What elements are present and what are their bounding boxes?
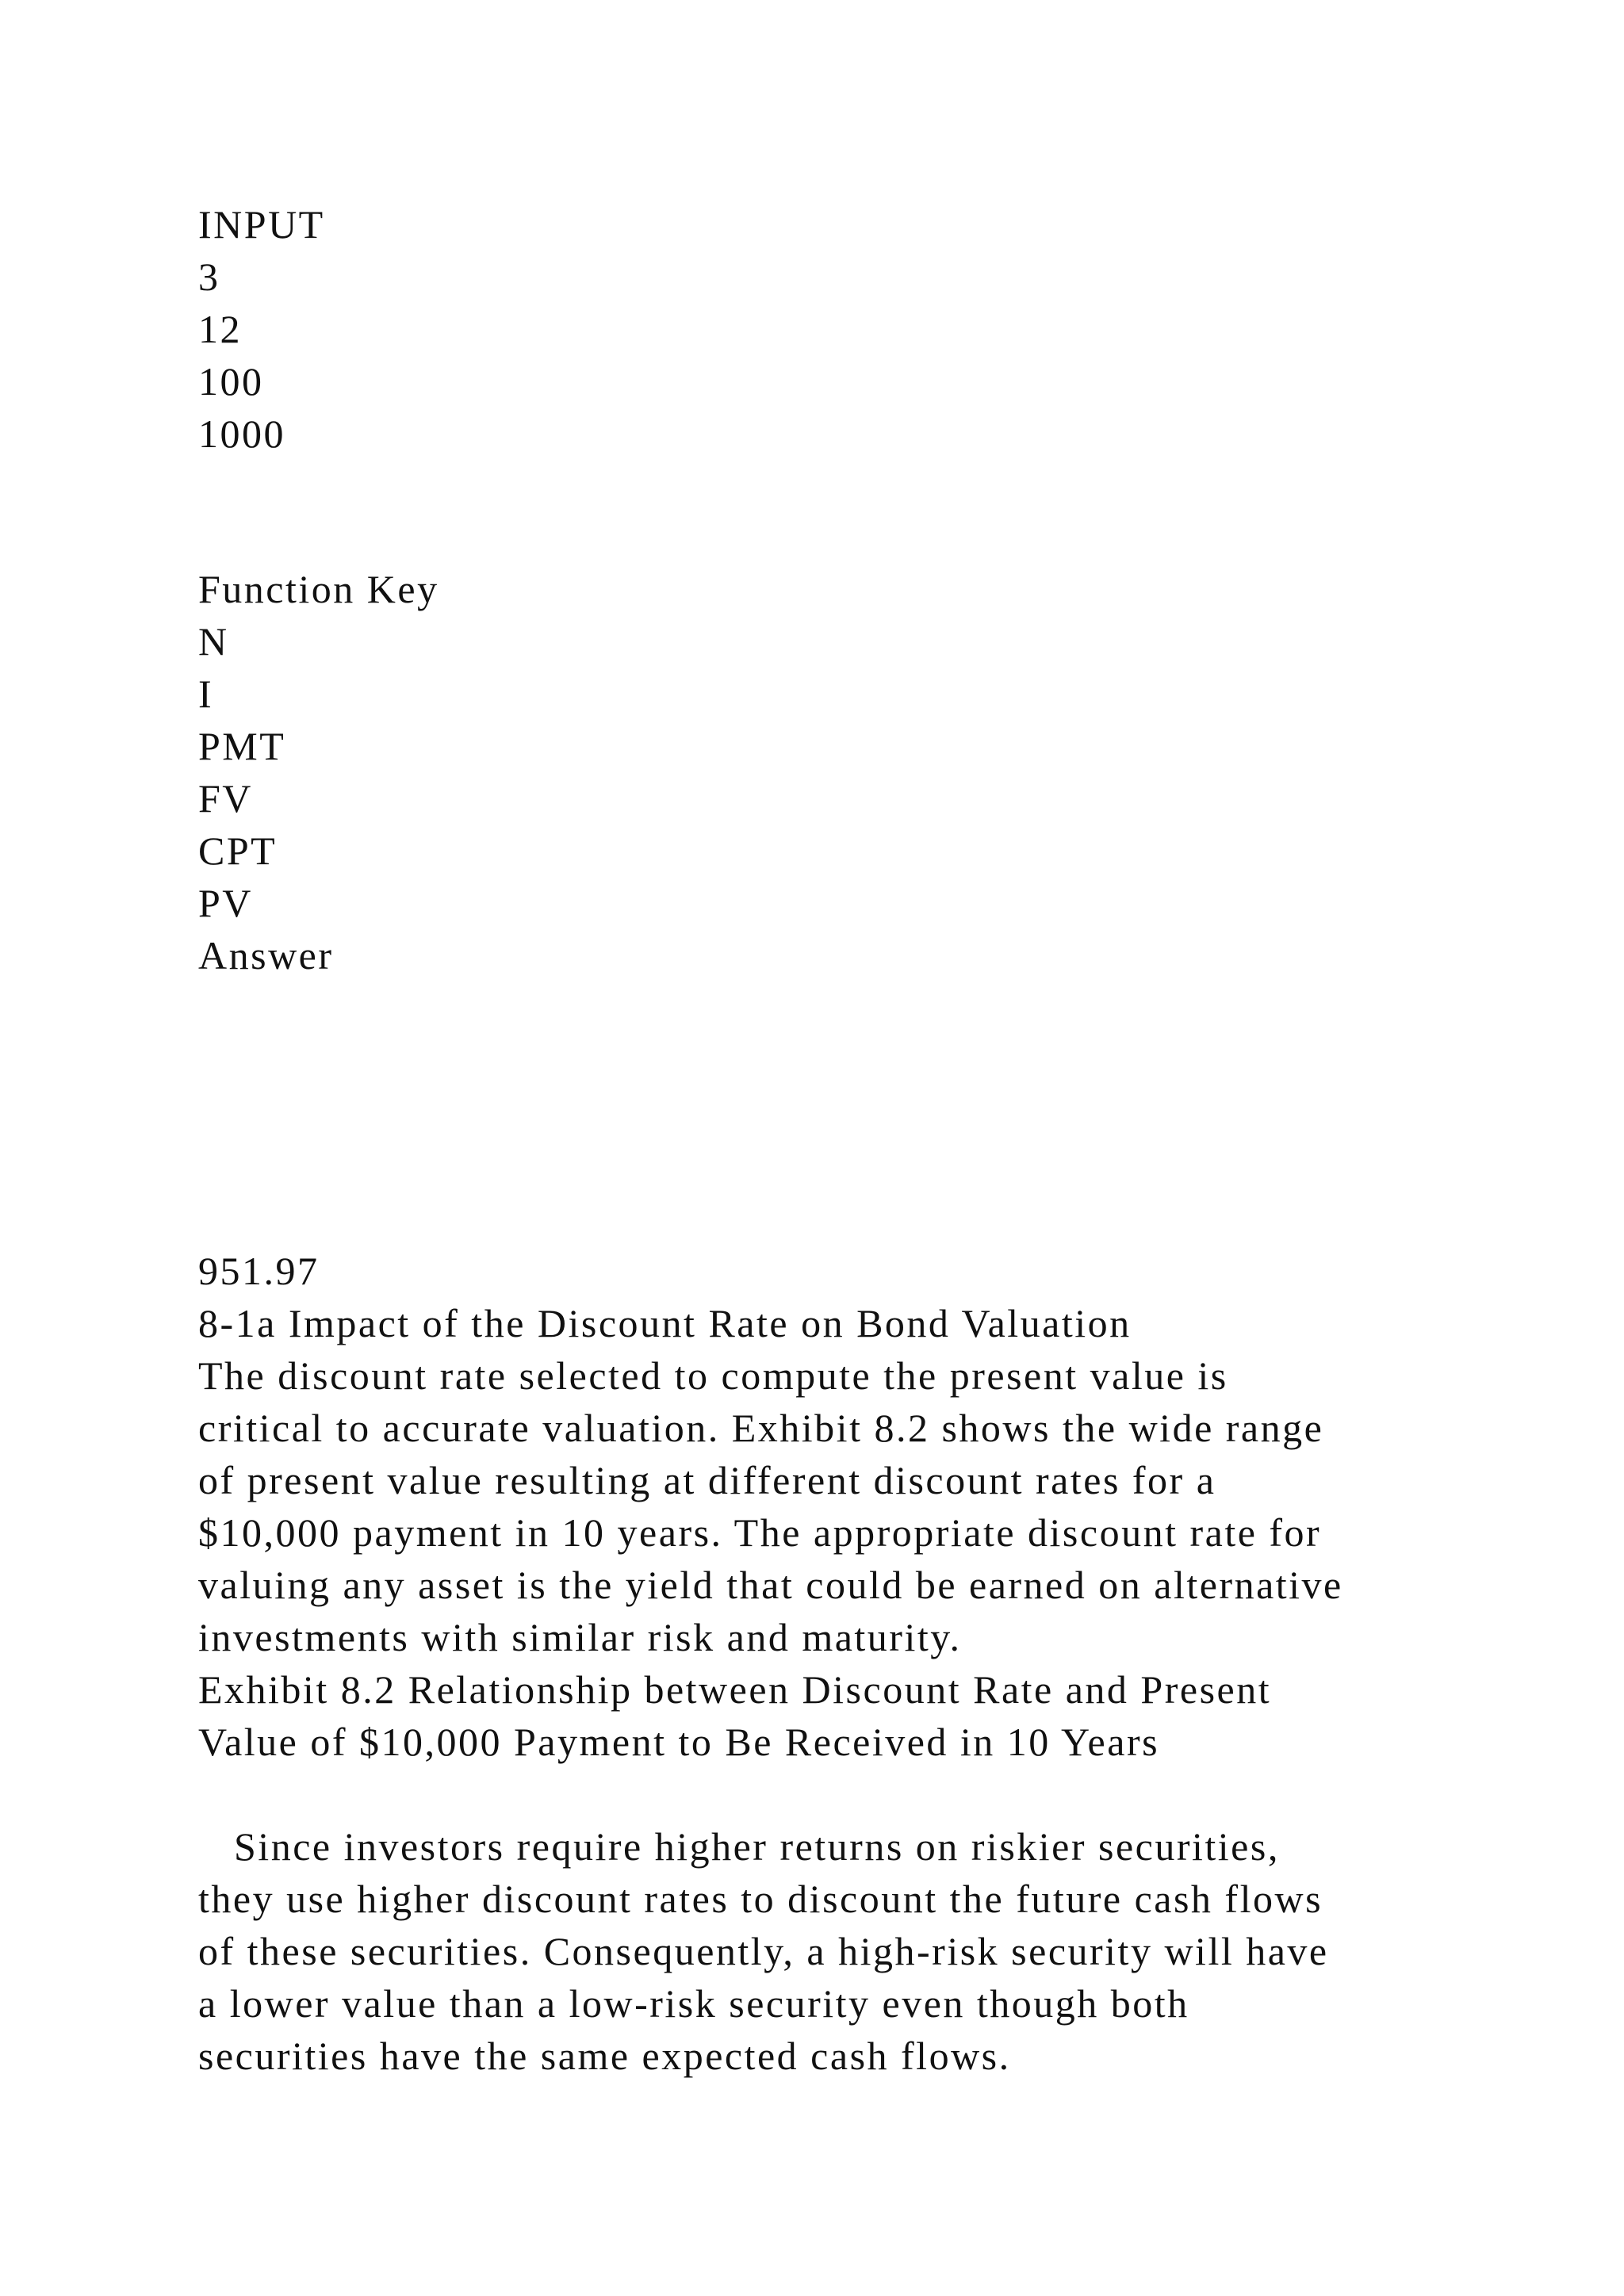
paragraph-line: critical to accurate valuation. Exhibit 8.2 shows the wide range — [198, 1406, 1324, 1450]
paragraph-line: $10,000 payment in 10 years. The appropriate discount rate for — [198, 1510, 1322, 1555]
paragraph-line: a lower value than a low-risk security even though both — [198, 1981, 1189, 2026]
input-heading: INPUT — [198, 202, 325, 247]
function-key: N — [198, 619, 229, 664]
exhibit-caption: Exhibit 8.2 Relationship between Discount Rate and Present — [198, 1667, 1272, 1712]
function-key: PV — [198, 881, 253, 925]
paragraph-line: of these securities. Consequently, a high-risk security will have — [198, 1929, 1329, 1973]
paragraph-line: investments with similar risk and maturity. — [198, 1615, 962, 1659]
paragraph-line: they use higher discount rates to discount the future cash flows — [198, 1877, 1323, 1921]
input-value: 3 — [198, 254, 220, 299]
input-value: 12 — [198, 307, 242, 351]
paragraph-line: securities have the same expected cash flows. — [198, 2034, 1011, 2078]
function-key: FV — [198, 776, 253, 821]
function-key-heading: Function Key — [198, 567, 439, 611]
answer-value: 951.97 — [198, 1249, 320, 1293]
exhibit-caption: Value of $10,000 Payment to Be Received in 10 Years — [198, 1720, 1160, 1764]
paragraph-line: of present value resulting at different discount rates for a — [198, 1458, 1216, 1502]
function-key: I — [198, 672, 214, 716]
answer-label: Answer — [198, 933, 334, 978]
paragraph-line: valuing any asset is the yield that could be earned on alternative — [198, 1563, 1343, 1607]
function-key: PMT — [198, 724, 286, 768]
input-value: 100 — [198, 359, 264, 404]
paragraph-line: Since investors require higher returns on riskier securities, — [198, 1824, 1280, 1869]
section-title: 8-1a Impact of the Discount Rate on Bond Valuation — [198, 1301, 1132, 1345]
function-key: CPT — [198, 828, 278, 873]
input-value: 1000 — [198, 411, 285, 456]
paragraph-line: The discount rate selected to compute the present value is — [198, 1353, 1228, 1398]
